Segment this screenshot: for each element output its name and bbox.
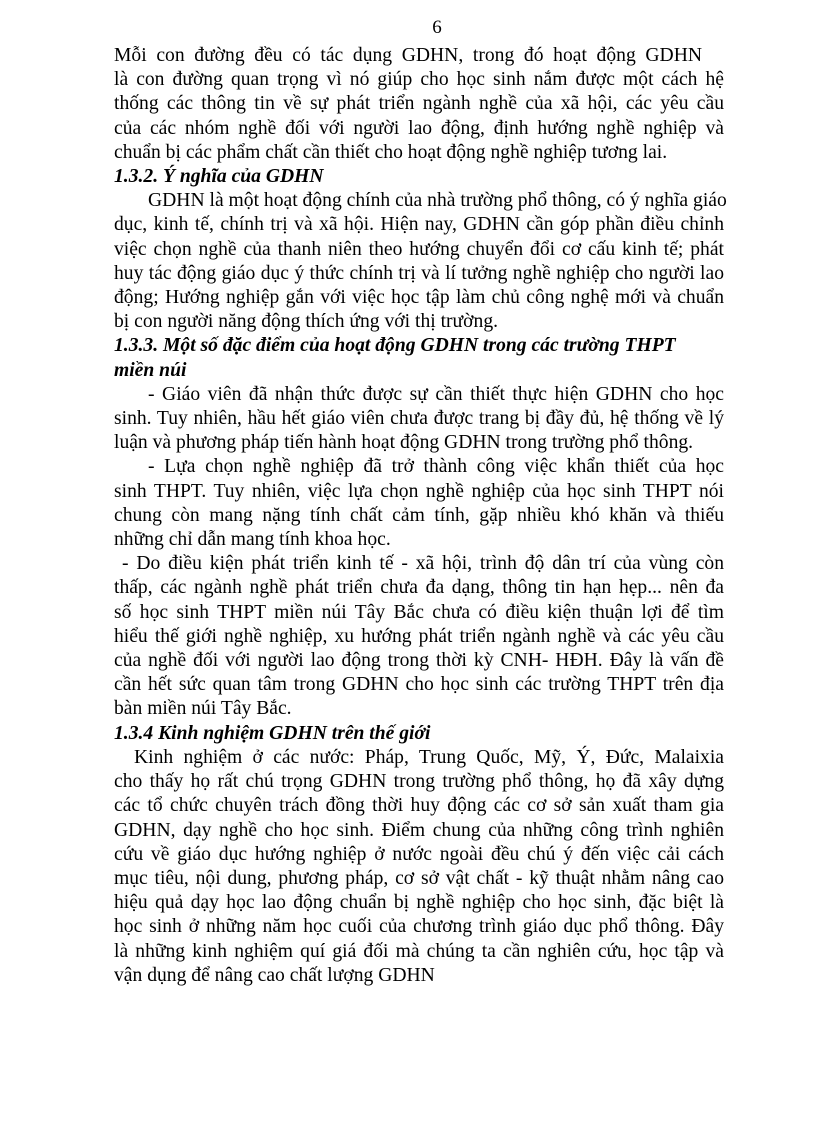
paragraph-line: là con đường quan trọng vì nó giúp cho học sinh nắm được một cách hệ [114, 69, 724, 91]
paragraph-line: số học sinh THPT miền núi Tây Bắc chưa có điều kiện thuận lợi để tìm [114, 601, 724, 623]
paragraph-line: huy tác động giáo dục ý thức chính trị và lí tưởng nghề nghiệp cho người lao [114, 262, 724, 284]
paragraph-line: cứu về giáo dục hướng nghiệp ở nước ngoài đều chú ý đến việc cải cách [114, 843, 724, 865]
paragraph-line: bàn miền núi Tây Bắc. [114, 698, 292, 720]
paragraph-line: hiệu quả dạy học lao động chuẩn bị nghề nghiệp cho học sinh, đặc biệt là [114, 892, 724, 914]
paragraph-line: cần hết sức quan tâm trong GDHN cho học sinh các trường THPT trên địa [114, 674, 724, 696]
section-heading-continued: miền núi [114, 359, 187, 381]
paragraph-line: của các nhóm nghề đối với người lao động, định hướng nghề nghiệp và [114, 117, 724, 139]
paragraph-line: - Giáo viên đã nhận thức được sự cần thiết thực hiện GDHN cho học [148, 383, 724, 405]
paragraph-line: việc chọn nghề của thanh niên theo hướng chuyển đổi cơ cấu kinh tế; phát [114, 238, 724, 260]
paragraph-line: luận và phương pháp tiến hành hoạt động GDHN trong trường phổ thông. [114, 432, 694, 454]
paragraph-line: những chỉ dẫn mang tính khoa học. [114, 529, 391, 551]
page-number: 6 [432, 17, 442, 38]
section-heading: 1.3.3. Một số đặc điểm của hoạt động GDHN trong các trường THPT [114, 335, 676, 357]
paragraph-line: của nghề đối với người lao động trong thời kỳ CNH- HĐH. Đây là vấn đề [114, 650, 724, 672]
paragraph-line: GDHN là một hoạt động chính của nhà trường phổ thông, có ý nghĩa giáo [148, 190, 727, 212]
paragraph-line: vận dụng để nâng cao chất lượng GDHN [114, 964, 435, 986]
paragraph-line: GDHN, dạy nghề cho học sinh. Điểm chung của những công trình nghiên [114, 819, 724, 841]
paragraph-line: - Do điều kiện phát triển kinh tế - xã hội, trình độ dân trí của vùng còn [122, 553, 724, 575]
paragraph-line: các tổ chức chuyên trách đồng thời huy động các cơ sở sản xuất tham gia [114, 795, 724, 817]
paragraph-line: dục, kinh tế, chính trị và xã hội. Hiện nay, GDHN cần góp phần điều chỉnh [114, 214, 724, 236]
paragraph-line: bị con người năng động thích ứng với thị trường. [114, 311, 499, 333]
paragraph-line: - Lựa chọn nghề nghiệp đã trở thành công việc khẩn thiết của học [148, 456, 724, 478]
paragraph-line: mục tiêu, nội dung, phương pháp, cơ sở vật chất - kỹ thuật nhằm nâng cao [114, 867, 724, 889]
paragraph-line: sinh THPT. Tuy nhiên, việc lựa chọn nghề nghiệp của học sinh THPT nói [114, 480, 724, 502]
paragraph-line: thống các thông tin về sự phát triển ngành nghề của xã hội, các yêu cầu [114, 93, 724, 115]
paragraph-line: chung còn mang nặng tính chất cảm tính, gặp nhiều khó khăn và thiếu [114, 504, 724, 526]
paragraph-line: Kinh nghiệm ở các nước: Pháp, Trung Quốc, Mỹ, Ý, Đức, Malaixia [134, 746, 724, 768]
section-heading: 1.3.2. Ý nghĩa của GDHN [114, 166, 324, 188]
paragraph-line: cho thấy họ rất chú trọng GDHN trong trường phổ thông, họ đã xây dựng [114, 771, 724, 793]
paragraph-line: Mỗi con đường đều có tác dụng GDHN, trong đó hoạt động GDHN [114, 45, 702, 66]
paragraph-line: chuẩn bị các phẩm chất cần thiết cho hoạt động nghề nghiệp tương lai. [114, 141, 668, 163]
section-heading: 1.3.4 Kinh nghiệm GDHN trên thế giới [114, 722, 431, 744]
document-page [114, 16, 727, 988]
paragraph-line: hiểu thế giới nghề nghiệp, xu hướng phát triển ngành nghề và các yêu cầu [114, 625, 724, 647]
paragraph-line: học sinh ở những năm học cuối của chương trình giáo dục phổ thông. Đây [114, 916, 724, 938]
paragraph-line: sinh. Tuy nhiên, hầu hết giáo viên chưa được trang bị đầy đủ, hệ thống về lý [114, 408, 724, 430]
paragraph-line: thấp, các ngành nghề phát triển chưa đa dạng, thông tin hạn hẹp... nên đa [114, 577, 724, 599]
paragraph-line: động; Hướng nghiệp gắn với việc học tập làm chủ công nghệ mới và chuẩn [114, 287, 724, 309]
paragraph-line: là những kinh nghiệm quí giá đối mà chúng ta cần nghiên cứu, học tập và [114, 940, 724, 962]
